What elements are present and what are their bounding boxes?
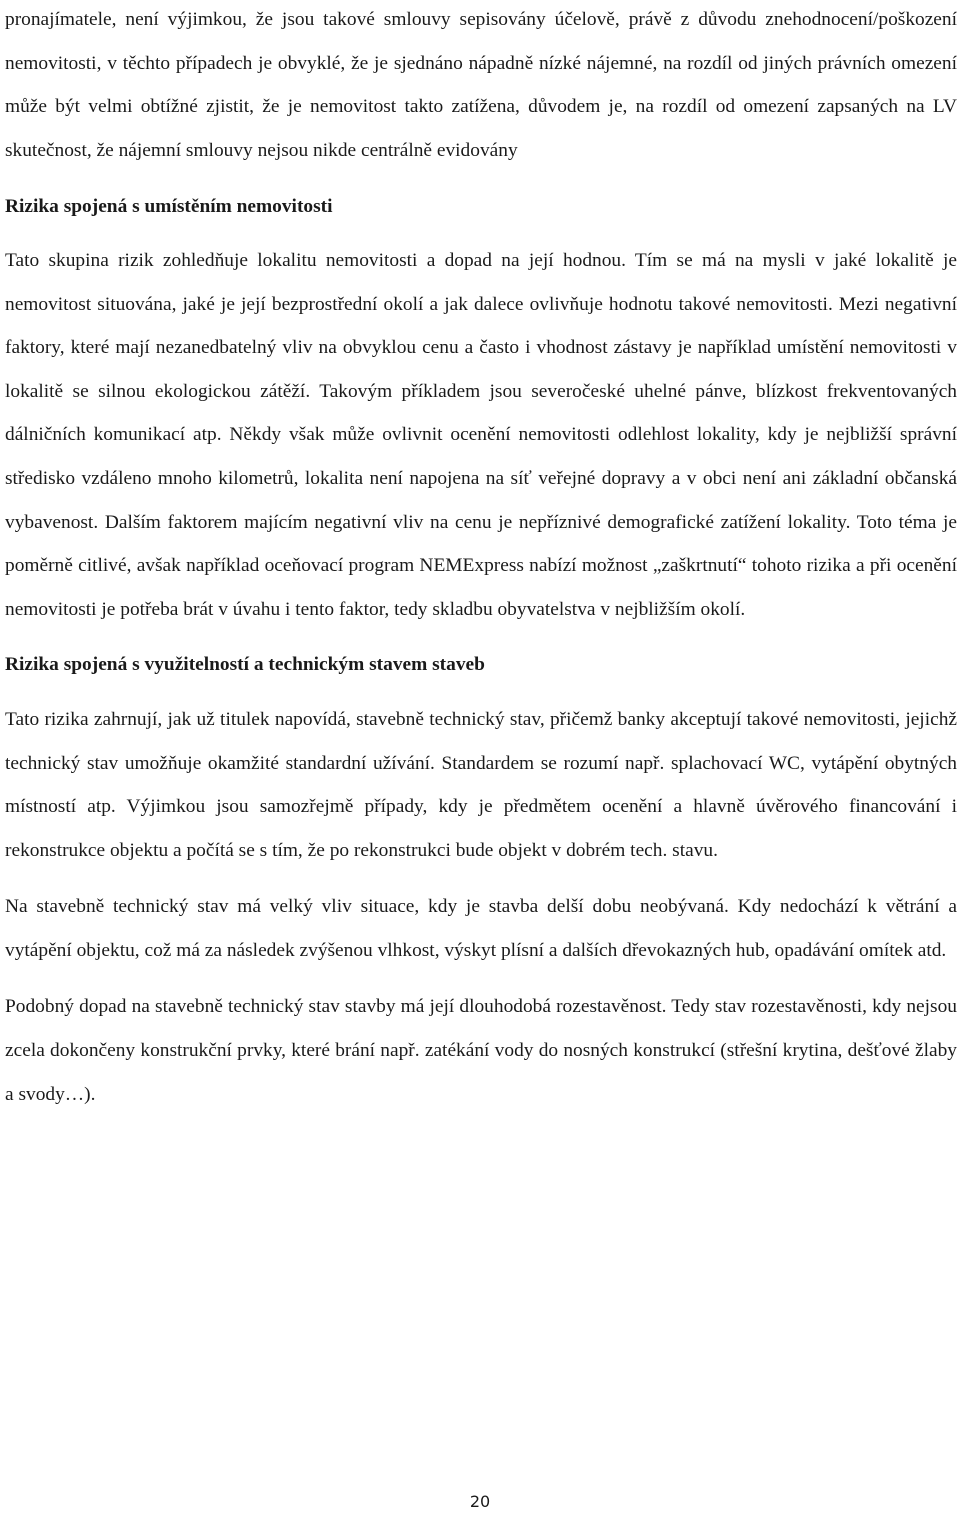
document-page (5, 0, 957, 1116)
paragraph-unfinished-construction: Podobný dopad na stavebně technický stav stavby má její dlouhodobá rozestavěnost. Tedy stav rozestavěnosti, kdy nejsou zcela dokončeny konstrukční prvky, které brání např. zatékání vody do nosných konstrukcí (střešní krytina, dešťové žlaby a svody…). (5, 996, 957, 1105)
spacer (5, 229, 957, 239)
page-number: 20 (469, 1492, 491, 1511)
spacer (5, 687, 957, 698)
heading-technical-state-risks: Rizika spojená s využitelností a technickým stavem staveb (5, 654, 485, 676)
spacer (5, 172, 957, 185)
paragraph-location-risks: Tato skupina rizik zohledňuje lokalitu nemovitosti a dopad na její hodnou. Tím se má na mysli v jaké lokalitě je nemovitost situována, jaké je její bezprostřední okolí a jak dalece ovlivňuje hodnotu takové nemovitosti. Mezi negativní faktory, které mají nezanedbatelný vliv na obvyklou cenu a často i vhodnost zástavy je například umístění nemovitosti v lokalitě se silnou ekologickou zátěží. Takovým příkladem jsou severočeské uhelné pánve, blízkost frekventovaných dálničních komunikací atp. Někdy však může ovlivnit ocenění nemovitosti odlehlost lokality, kdy je nejbližší správní středisko vzdáleno mnoho kilometrů, lokalita není napojena na síť veřejné dopravy a v obci není ani základní občanská vybavenost. Dalším faktorem majícím negativní vliv na cenu je nepříznivé demografické zatížení lokality. Toto téma je poměrně citlivé, avšak například oceňovací program NEMExpress nabízí možnost „zaškrtnutí“ tohoto rizika a při ocenění nemovitosti je potřeba brát v úvahu i tento faktor, tedy skladbu obyvatelstva v nejbližším okolí. (5, 249, 957, 620)
paragraph-tenancy-contracts: pronajímatele, není výjimkou, že jsou takové smlouvy sepisovány účelově, právě z důvodu znehodnocení/poškození nemovitosti, v těchto případech je obvyklé, že je sjednáno nápadně nízké nájemné, na rozdíl od jiných právních omezení může být velmi obtížné zjistit, že je nemovitost takto zatížena, důvodem je, na rozdíl od omezení zapsaných na LV skutečnost, že nájemní smlouvy nejsou nikde centrálně evidovány (5, 9, 957, 161)
paragraph-technical-state: Tato rizika zahrnují, jak už titulek napovídá, stavebně technický stav, přičemž banky akceptují takové nemovitosti, jejichž technický stav umožňuje okamžité standardní užívání. Standardem se rozumí např. splachovací WC, vytápění obytných místností atp. Výjimkou jsou samozřejmě případy, kdy je předmětem ocenění a hlavně úvěrového financování i rekonstrukce objektu a počítá se s tím, že po rekonstrukci bude objekt v dobrém tech. stavu. (5, 708, 957, 861)
spacer (5, 872, 957, 885)
spacer (5, 972, 957, 985)
heading-location-risks: Rizika spojená s umístěním nemovitosti (5, 196, 333, 218)
paragraph-vacancy-impact: Na stavebně technický stav má velký vliv situace, kdy je stavba delší dobu neobývaná. Kdy nedochází k větrání a vytápění objektu, což má za následek zvýšenou vlhkost, výskyt plísní a dalších dřevokazných hub, opadávání omítek atd. (5, 896, 957, 961)
spacer (5, 631, 957, 643)
